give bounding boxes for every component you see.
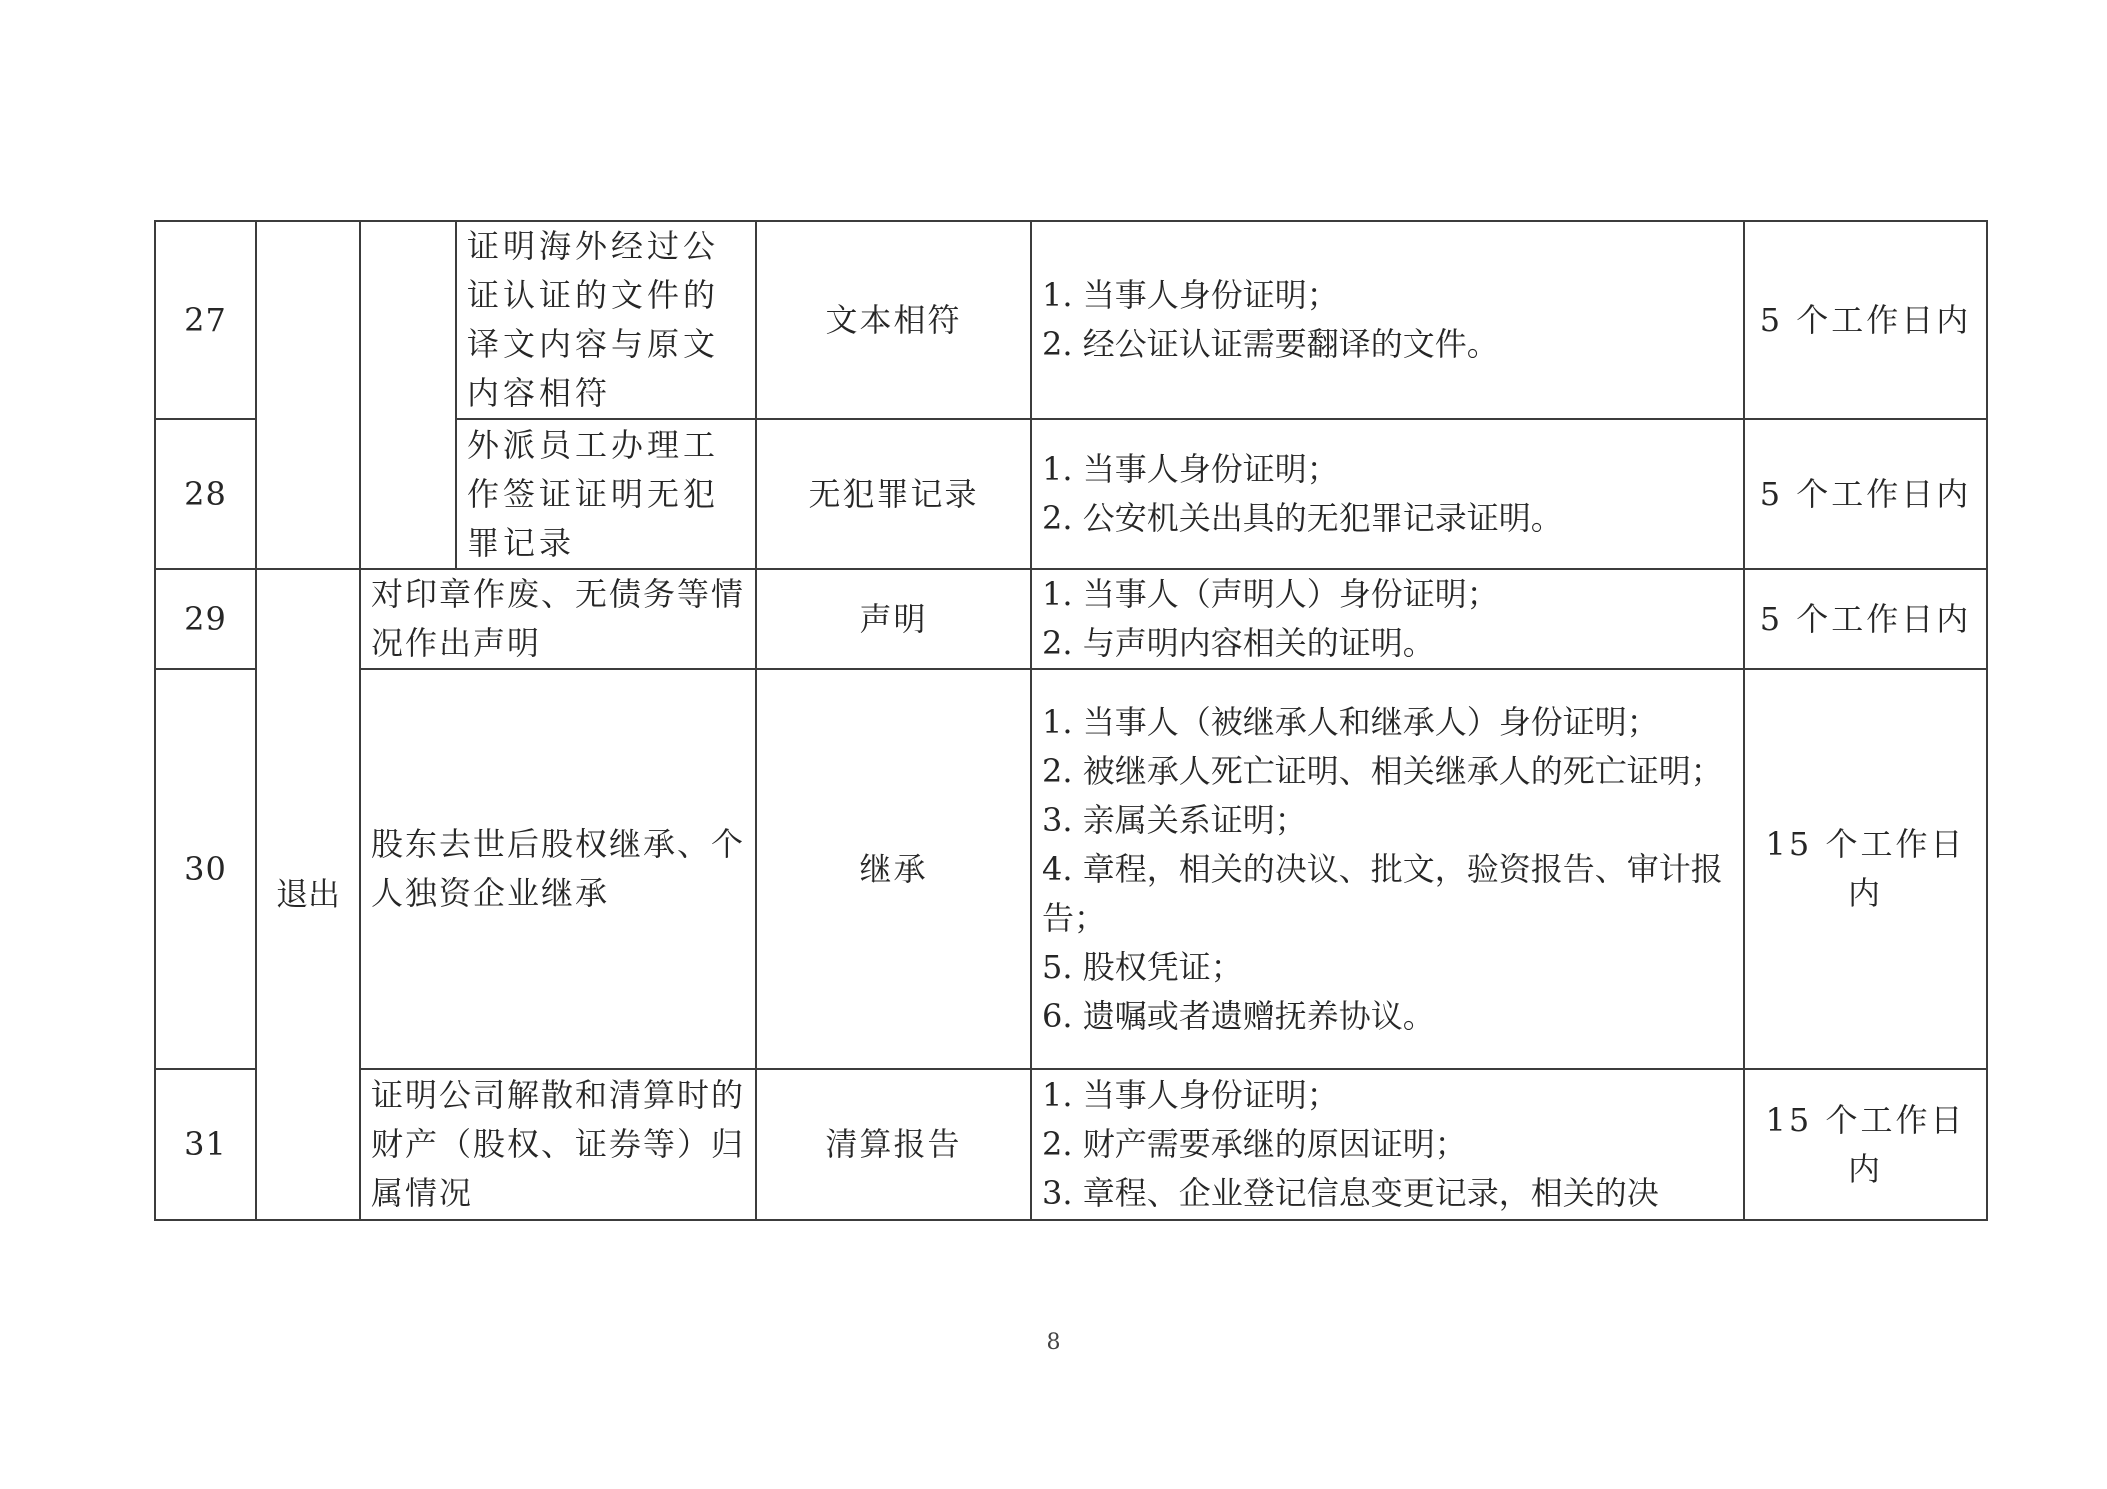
- notarization-item: 对印章作废、无债务等情况作出声明: [360, 569, 756, 669]
- material-line: 1. 当事人身份证明；: [1042, 1076, 1339, 1114]
- notary-services-table: [154, 220, 1988, 1221]
- page-number: 8: [1046, 1330, 1061, 1355]
- material-line: 3. 章程、企业登记信息变更记录，相关的决: [1042, 1174, 1659, 1212]
- processing-time: 5 个工作日内: [1744, 569, 1987, 669]
- processing-time: 5 个工作日内: [1744, 221, 1987, 419]
- material-line: 2. 经公证认证需要翻译的文件。: [1042, 325, 1499, 363]
- category-cell-empty: [256, 221, 360, 569]
- row-number: 27: [155, 221, 256, 419]
- subcategory-cell-empty: [360, 221, 456, 569]
- document-type: 文本相符: [756, 221, 1031, 419]
- table-row: [155, 1069, 1987, 1220]
- processing-time: 5 个工作日内: [1744, 419, 1987, 569]
- material-line: 1. 当事人身份证明；: [1042, 276, 1339, 314]
- table-row: [155, 669, 1987, 1069]
- table-row: [155, 569, 1987, 669]
- material-line: 4. 章程，相关的决议、批文，验资报告、审计报告；: [1042, 849, 1723, 937]
- row-number: 29: [155, 569, 256, 669]
- required-materials: [1031, 221, 1744, 419]
- material-line: 2. 财产需要承继的原因证明；: [1042, 1125, 1467, 1163]
- material-line: 2. 公安机关出具的无犯罪记录证明。: [1042, 499, 1563, 537]
- material-line: 3. 亲属关系证明；: [1042, 800, 1307, 839]
- material-line: 6. 遗嘱或者遗赠抚养协议。: [1042, 996, 1435, 1035]
- row-number: 30: [155, 669, 256, 1069]
- notarization-item: 证明海外经过公证认证的文件的译文内容与原文内容相符: [456, 221, 756, 419]
- processing-time: 15 个工作日内: [1744, 669, 1987, 1069]
- processing-time: 15 个工作日内: [1744, 1069, 1987, 1220]
- category-exit: 退出: [256, 569, 360, 1220]
- row-number: 28: [155, 419, 256, 569]
- material-line: 1. 当事人（声明人）身份证明；: [1042, 575, 1499, 613]
- material-line: 2. 被继承人死亡证明、相关继承人的死亡证明；: [1042, 751, 1723, 790]
- notarization-item: 股东去世后股权继承、个人独资企业继承: [360, 669, 756, 1069]
- notarization-item: 证明公司解散和清算时的财产（股权、证券等）归属情况: [360, 1069, 756, 1220]
- material-line: 5. 股权凭证；: [1042, 947, 1243, 986]
- document-type: 声明: [756, 569, 1031, 669]
- document-type: 无犯罪记录: [756, 419, 1031, 569]
- document-type: 清算报告: [756, 1069, 1031, 1220]
- table-row: [155, 221, 1987, 419]
- row-number: 31: [155, 1069, 256, 1220]
- material-line: 2. 与声明内容相关的证明。: [1042, 624, 1435, 662]
- required-materials: [1031, 419, 1744, 569]
- notarization-item: 外派员工办理工作签证证明无犯罪记录: [456, 419, 756, 569]
- material-line: 1. 当事人身份证明；: [1042, 450, 1339, 488]
- required-materials: [1031, 669, 1744, 1069]
- required-materials: [1031, 1069, 1744, 1220]
- required-materials: [1031, 569, 1744, 669]
- document-type: 继承: [756, 669, 1031, 1069]
- material-line: 1. 当事人（被继承人和继承人）身份证明；: [1042, 702, 1659, 741]
